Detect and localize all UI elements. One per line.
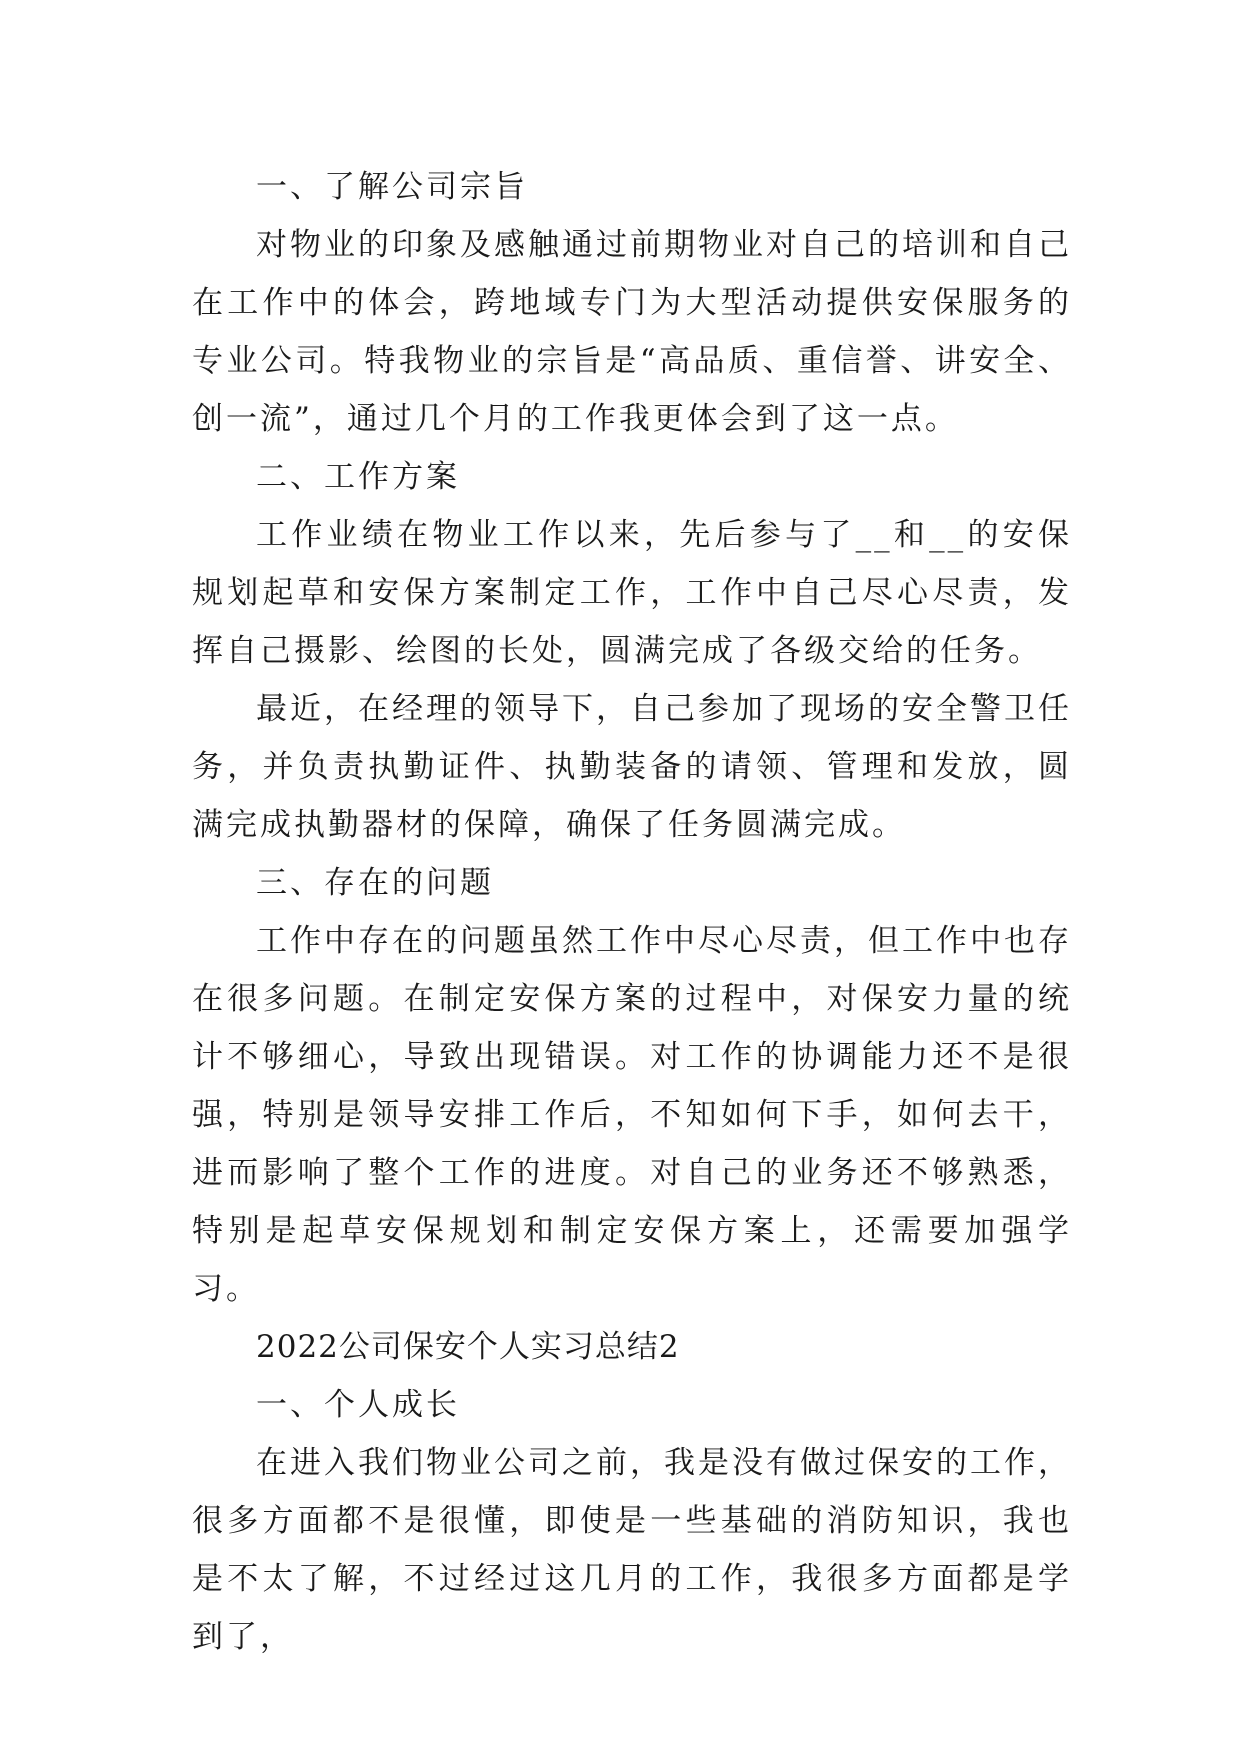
document-body [192, 158, 1072, 1666]
part2-section1-heading: 一、个人成长 [256, 1387, 460, 1423]
part2-title: 2022公司保安个人实习总结2 [256, 1329, 680, 1365]
section3-heading: 三、存在的问题 [256, 865, 494, 901]
part2-section1-paragraph: 在进入我们物业公司之前，我是没有做过保安的工作，很多方面都不是很懂，即使是一些基础的消防知识，我也是不太了解，不过经过这几月的工作，我很多方面都是学到了， [192, 1445, 1072, 1655]
section2-paragraph-2: 最近，在经理的领导下，自己参加了现场的安全警卫任务，并负责执勤证件、执勤装备的请领、管理和发放，圆满完成执勤器材的保障，确保了任务圆满完成。 [192, 691, 1072, 843]
section1-heading: 一、了解公司宗旨 [256, 169, 528, 205]
section3-paragraph: 工作中存在的问题虽然工作中尽心尽责，但工作中也存在很多问题。在制定安保方案的过程中，对保安力量的统计不够细心，导致出现错误。对工作的协调能力还不是很强，特别是领导安排工作后，不知如何下手，如何去干，进而影响了整个工作的进度。对自己的业务还不够熟悉，特别是起草安保规划和制定安保方案上，还需要加强学习。 [192, 923, 1072, 1307]
section2-heading: 二、工作方案 [256, 459, 460, 495]
section2-paragraph-1: 工作业绩在物业工作以来，先后参与了__和__的安保规划起草和安保方案制定工作，工作中自己尽心尽责，发挥自己摄影、绘图的长处，圆满完成了各级交给的任务。 [192, 517, 1072, 669]
section1-paragraph: 对物业的印象及感触通过前期物业对自己的培训和自己在工作中的体会，跨地域专门为大型活动提供安保服务的专业公司。特我物业的宗旨是“高品质、重信誉、讲安全、创一流”，通过几个月的工作我更体会到了这一点。 [192, 227, 1072, 437]
